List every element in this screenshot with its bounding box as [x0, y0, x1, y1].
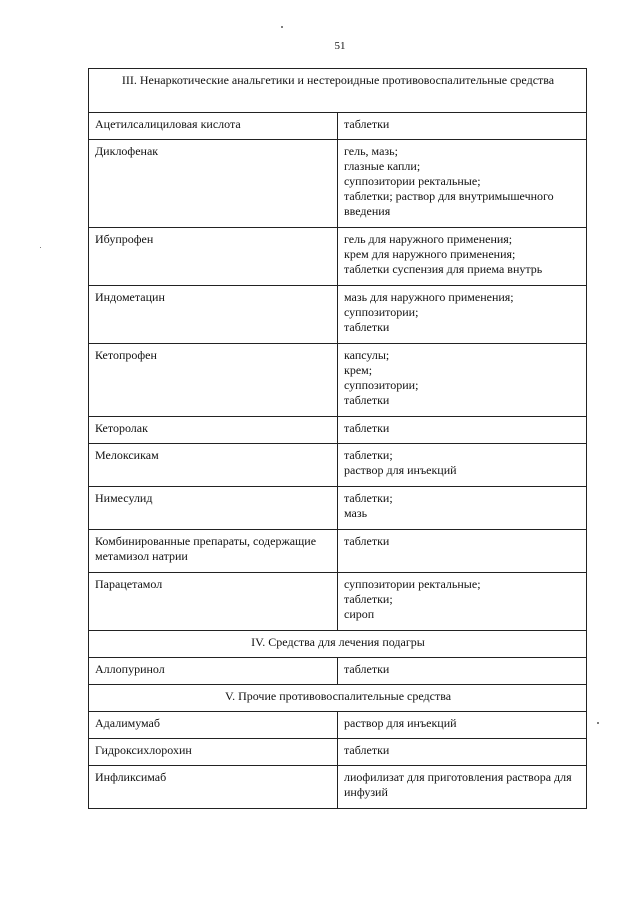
- drug-name: Аллопуринол: [89, 658, 338, 685]
- dosage-form-line: крем;: [344, 363, 373, 377]
- table-row: [89, 344, 587, 417]
- section-title: IV. Средства для лечения подагры: [89, 631, 587, 658]
- dosage-forms: [338, 766, 587, 809]
- dosage-form-line: таблетки: [344, 662, 390, 676]
- dosage-form-line: таблетки: [344, 320, 390, 334]
- section-header-row: [89, 631, 587, 658]
- section-title: V. Прочие противовоспалительные средства: [89, 685, 587, 712]
- dosage-form-line: капсулы;: [344, 348, 390, 362]
- dosage-form-line: лиофилизат для приготовления раствора для инфузий: [344, 770, 572, 799]
- dosage-form-line: таблетки;: [344, 448, 393, 462]
- dosage-form-line: крем для наружного применения;: [344, 247, 516, 261]
- table-row: [89, 712, 587, 739]
- drug-table: [88, 68, 587, 809]
- table-row: [89, 228, 587, 286]
- dosage-form-line: суппозитории ректальные;: [344, 174, 481, 188]
- dosage-form-line: таблетки; раствор для внутримышечного введения: [344, 189, 554, 218]
- dosage-forms: [338, 140, 587, 228]
- dosage-form-line: раствор для инъекций: [344, 463, 457, 477]
- dosage-forms: [338, 487, 587, 530]
- dosage-forms: [338, 286, 587, 344]
- dosage-form-line: таблетки;: [344, 491, 393, 505]
- dosage-forms: [338, 228, 587, 286]
- scan-speck: [597, 722, 599, 724]
- table-row: [89, 573, 587, 631]
- dosage-form-line: таблетки: [344, 534, 390, 548]
- dosage-form-line: суппозитории ректальные;: [344, 577, 481, 591]
- drug-name: Гидроксихлорохин: [89, 739, 338, 766]
- drug-name: Кеторолак: [89, 417, 338, 444]
- table-row: [89, 140, 587, 228]
- drug-name: Индометацин: [89, 286, 338, 344]
- section-header-row: [89, 69, 587, 113]
- drug-name: Ацетилсалициловая кислота: [89, 113, 338, 140]
- section-title: III. Ненаркотические анальгетики и нестероидные противовоспалительные средства: [89, 69, 587, 113]
- dosage-form-line: мазь для наружного применения;: [344, 290, 514, 304]
- dosage-form-line: суппозитории;: [344, 378, 419, 392]
- dosage-forms: [338, 444, 587, 487]
- dosage-form-line: суппозитории;: [344, 305, 419, 319]
- table-row: [89, 444, 587, 487]
- dosage-form-line: таблетки: [344, 393, 390, 407]
- drug-name: Ибупрофен: [89, 228, 338, 286]
- table-row: [89, 766, 587, 809]
- table-row: [89, 286, 587, 344]
- dosage-form-line: сироп: [344, 607, 375, 621]
- drug-name: Нимесулид: [89, 487, 338, 530]
- dosage-forms: [338, 712, 587, 739]
- drug-name: Парацетамол: [89, 573, 338, 631]
- section-header-row: [89, 685, 587, 712]
- dosage-forms: [338, 417, 587, 444]
- dosage-form-line: раствор для инъекций: [344, 716, 457, 730]
- dosage-forms: [338, 530, 587, 573]
- scan-speck: [281, 26, 283, 28]
- dosage-form-line: таблетки суспензия для приема внутрь: [344, 262, 543, 276]
- dosage-form-line: глазные капли;: [344, 159, 421, 173]
- dosage-forms: [338, 739, 587, 766]
- table-row: [89, 530, 587, 573]
- dosage-forms: [338, 113, 587, 140]
- dosage-forms: [338, 344, 587, 417]
- drug-name: Диклофенак: [89, 140, 338, 228]
- dosage-form-line: таблетки: [344, 743, 390, 757]
- drug-name: Комбинированные препараты, содержащие метамизол натрии: [89, 530, 338, 573]
- drug-name: Инфликсимаб: [89, 766, 338, 809]
- table-row: [89, 487, 587, 530]
- drug-name: Кетопрофен: [89, 344, 338, 417]
- dosage-form-line: гель, мазь;: [344, 144, 398, 158]
- scan-speck: [40, 247, 41, 248]
- table-row: [89, 739, 587, 766]
- drug-name: Адалимумаб: [89, 712, 338, 739]
- page-number: 51: [334, 40, 346, 52]
- dosage-form-line: таблетки;: [344, 592, 393, 606]
- dosage-forms: [338, 573, 587, 631]
- dosage-form-line: таблетки: [344, 117, 390, 131]
- dosage-form-line: мазь: [344, 506, 368, 520]
- dosage-form-line: гель для наружного применения;: [344, 232, 513, 246]
- dosage-forms: [338, 658, 587, 685]
- dosage-form-line: таблетки: [344, 421, 390, 435]
- table-row: [89, 417, 587, 444]
- table-row: [89, 658, 587, 685]
- drug-name: Мелоксикам: [89, 444, 338, 487]
- table-row: [89, 113, 587, 140]
